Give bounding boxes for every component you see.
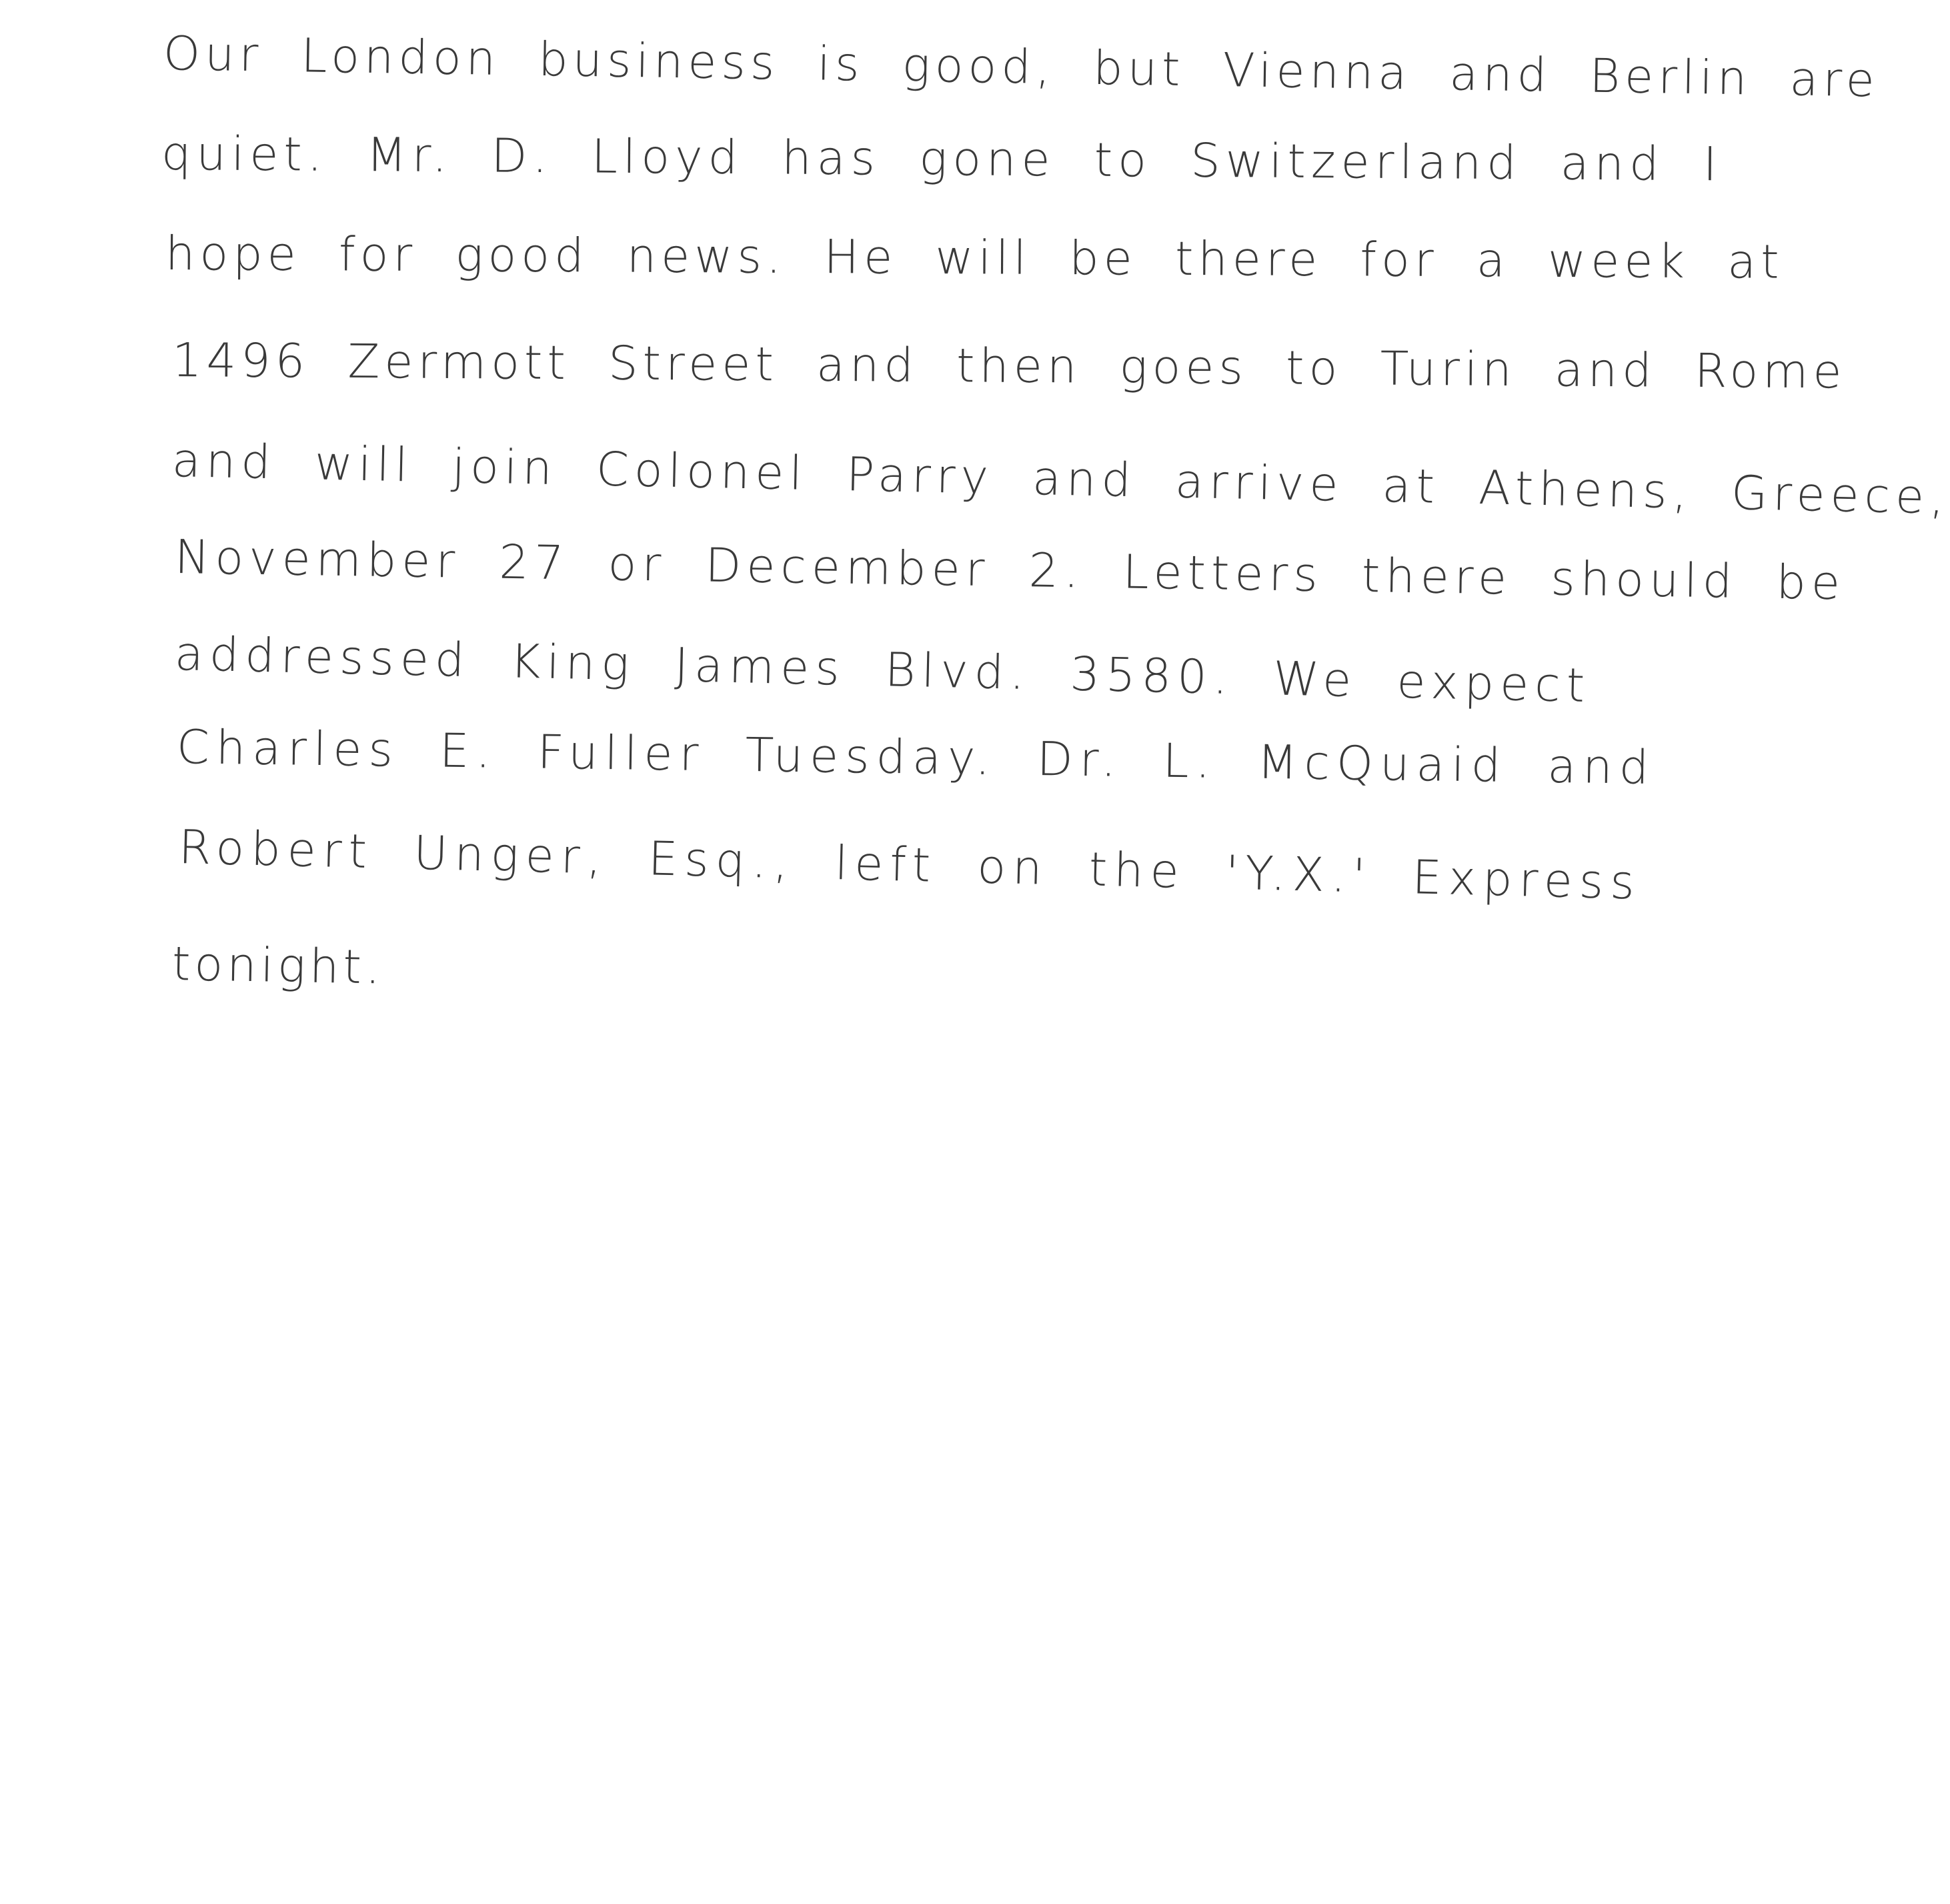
text-line-6: November 27 or December 2. Letters there should be [174,530,1846,611]
text-line-5: and will join Colonel Parry and arrive at Athens, Greece, [171,433,1950,525]
text-line-9: Robert Unger, Esq., left on the 'Y.X.' Express [177,820,1642,910]
text-line-1: Our London business is good, but Vienna and Berlin are [163,26,1880,108]
text-line-2: quiet. Mr. D. Lloyd has gone to Switzerland and I [161,126,1723,192]
text-line-8: Charles E. Fuller Tuesday. Dr. L. McQuaid and [176,720,1656,795]
text-line-10: tonight. [171,936,385,995]
text-line-3: hope for good news. He will be there for a week at [165,226,1784,289]
text-line-4: 1496 Zermott Street and then goes to Turin and Rome [171,333,1847,399]
text-line-7: addressed King James Blvd. 3580. We expect [174,626,1592,714]
